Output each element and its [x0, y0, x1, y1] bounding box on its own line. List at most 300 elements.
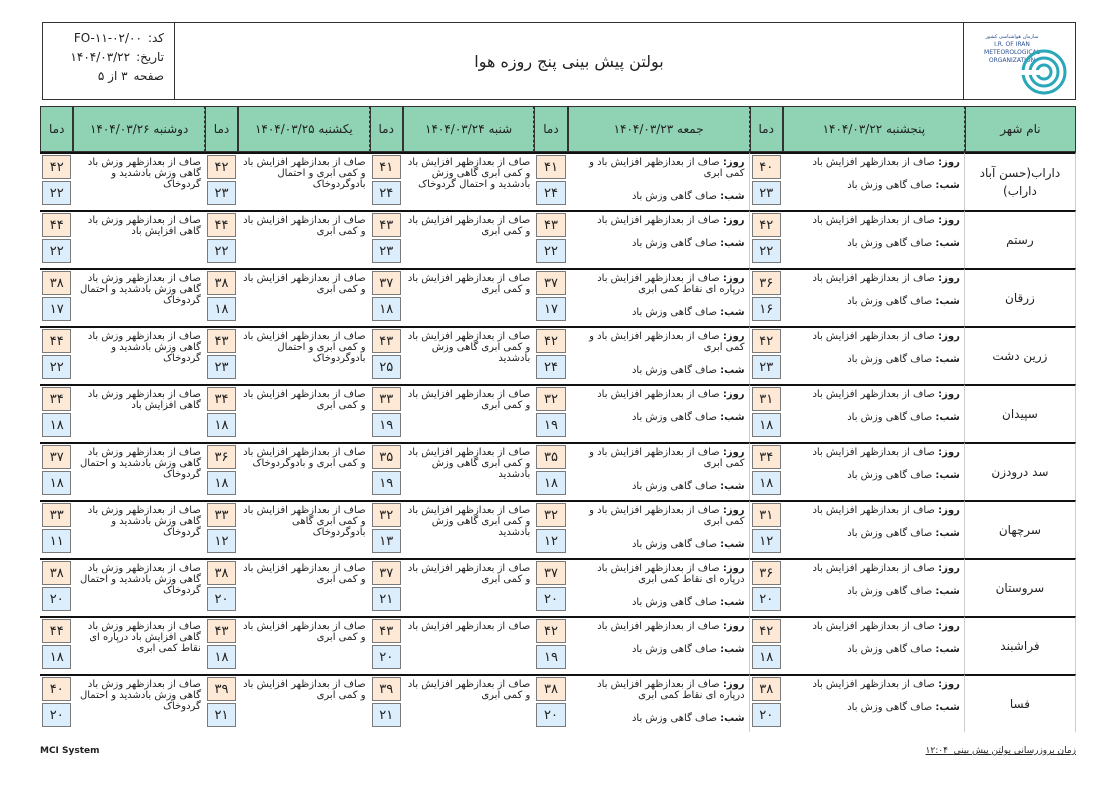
day-forecast-text: صاف از بعدازظهر افزایش باد — [597, 215, 720, 226]
temperature-cell — [205, 674, 238, 732]
forecast-text: صاف از بعدازظهر افزایش باد و کمی ابری گاهی وزش بادشدید — [407, 505, 531, 538]
night-label: شب: — [720, 713, 745, 724]
max-temp: ۴۳ — [207, 329, 236, 353]
day-forecast-text: صاف از بعدازظهر افزایش باد درپاره ای نقاط کمی ابری — [597, 273, 745, 295]
max-temp: ۳۶ — [752, 561, 781, 585]
max-temp: ۴۱ — [372, 155, 401, 179]
bulletin-title: بولتن پیش بینی پنج روزه هوا — [474, 51, 664, 71]
max-temp: ۴۰ — [752, 155, 781, 179]
min-temp: ۲۲ — [207, 239, 236, 263]
day-forecast — [572, 273, 745, 295]
day-label: روز: — [722, 679, 745, 690]
forecast-cell — [568, 674, 750, 732]
temperature-cell — [534, 210, 567, 268]
bulletin-header — [42, 22, 1076, 100]
day-forecast — [572, 563, 745, 585]
night-forecast — [787, 354, 960, 365]
min-temp: ۱۹ — [536, 645, 565, 669]
night-forecast — [572, 191, 745, 202]
day-forecast — [572, 505, 745, 527]
city-column-header: نام شهر — [965, 106, 1076, 152]
night-label: شب: — [935, 528, 960, 539]
night-forecast — [572, 539, 745, 550]
max-temp: ۳۶ — [207, 445, 236, 469]
day-forecast-text: صاف از بعدازظهر افزایش باد و کمی ابری — [589, 157, 745, 179]
temperature-cell — [534, 268, 567, 326]
min-temp: ۲۱ — [372, 587, 401, 611]
min-temp: ۲۰ — [536, 703, 565, 727]
night-forecast — [787, 702, 960, 713]
forecast-cell — [73, 326, 204, 384]
temperature-cell — [40, 500, 73, 558]
update-info — [926, 746, 1076, 756]
day-forecast-text: صاف از بعدازظهر افزایش باد — [812, 505, 935, 516]
max-temp: ۳۷ — [372, 271, 401, 295]
date-label: تاریخ: — [136, 50, 164, 64]
forecast-text: صاف از بعدازظهر وزش باد گاهی افزایش باد درپاره ای نقاط کمی ابری — [87, 621, 201, 654]
max-temp: ۳۱ — [752, 503, 781, 527]
max-temp: ۴۳ — [372, 213, 401, 237]
min-temp: ۱۸ — [42, 471, 71, 495]
forecast-text: صاف از بعدازظهر افزایش باد و کمی ابری — [407, 679, 531, 701]
night-forecast — [572, 365, 745, 376]
max-temp: ۴۰ — [42, 677, 71, 701]
day-label: روز: — [722, 273, 745, 284]
table-row — [40, 268, 1076, 326]
forecast-text: صاف از بعدازظهر افزایش باد و کمی ابری — [407, 215, 531, 237]
temperature-cell — [205, 268, 238, 326]
night-forecast-text: صاف گاهی وزش باد — [847, 412, 933, 423]
forecast-text: صاف از بعدازظهر وزش باد گاهی افزایش باد — [87, 389, 201, 411]
min-temp: ۲۰ — [752, 703, 781, 727]
min-temp: ۱۸ — [207, 297, 236, 321]
min-temp: ۱۱ — [42, 529, 71, 553]
min-temp: ۲۰ — [536, 587, 565, 611]
day-label: روز: — [938, 563, 960, 574]
min-temp: ۲۱ — [372, 703, 401, 727]
max-temp: ۳۹ — [207, 677, 236, 701]
day-forecast-text: صاف از بعدازظهر افزایش باد — [812, 621, 935, 632]
city-name: سپیدان — [965, 384, 1076, 442]
forecast-cell — [403, 268, 534, 326]
max-temp: ۳۹ — [372, 677, 401, 701]
night-label: شب: — [720, 412, 745, 423]
day-label: روز: — [722, 563, 745, 574]
forecast-cell — [568, 384, 750, 442]
night-forecast-text: صاف گاهی وزش باد — [847, 528, 933, 539]
forecast-text: صاف از بعدازظهر افزایش باد و کمی ابری — [243, 679, 366, 701]
forecast-text: صاف از بعدازظهر وزش باد گاهی وزش بادشدید و گردوخاک — [87, 157, 201, 190]
forecast-cell — [238, 152, 369, 210]
forecast-cell — [73, 268, 204, 326]
temperature-cell — [370, 558, 403, 616]
temperature-cell — [534, 674, 567, 732]
day-forecast-text: صاف از بعدازظهر افزایش باد درپاره ای نقاط کمی ابری — [597, 563, 745, 585]
min-temp: ۱۸ — [207, 645, 236, 669]
day-forecast-text: صاف از بعدازظهر افزایش باد — [812, 447, 935, 458]
max-temp: ۳۸ — [207, 561, 236, 585]
day-label: روز: — [722, 621, 745, 632]
day-forecast — [572, 621, 745, 632]
day-forecast — [572, 157, 745, 179]
temperature-cell — [40, 268, 73, 326]
day-label: روز: — [722, 389, 745, 400]
temperature-cell — [40, 210, 73, 268]
temperature-cell — [534, 152, 567, 210]
temperature-cell — [534, 616, 567, 674]
min-temp: ۲۳ — [752, 355, 781, 379]
meteorology-logo-icon — [970, 26, 1070, 96]
forecast-text: صاف از بعدازظهر افزایش باد — [407, 621, 531, 632]
day-forecast — [787, 447, 960, 458]
max-temp: ۴۴ — [42, 213, 71, 237]
temp-column-header: دما — [205, 106, 238, 152]
table-row — [40, 674, 1076, 732]
min-temp: ۱۹ — [372, 413, 401, 437]
night-forecast-text: صاف گاهی وزش باد — [631, 191, 717, 202]
night-forecast — [572, 307, 745, 318]
night-label: شب: — [720, 365, 745, 376]
table-header-row — [40, 106, 1076, 152]
forecast-text: صاف از بعدازظهر افزایش باد و کمی ابری گاهی وزش بادشدید و احتمال گردوخاک — [407, 157, 531, 190]
max-temp: ۳۲ — [536, 503, 565, 527]
min-temp: ۲۴ — [372, 181, 401, 205]
night-forecast — [572, 412, 745, 423]
min-temp: ۲۳ — [752, 181, 781, 205]
night-forecast-text: صاف گاهی وزش باد — [847, 296, 933, 307]
temperature-cell — [750, 152, 783, 210]
forecast-text: صاف از بعدازظهر افزایش باد و کمی ابری — [243, 273, 366, 295]
min-temp: ۱۸ — [42, 645, 71, 669]
forecast-cell — [568, 210, 750, 268]
forecast-cell — [783, 500, 965, 558]
min-temp: ۲۰ — [372, 645, 401, 669]
temperature-cell — [370, 210, 403, 268]
max-temp: ۳۷ — [536, 271, 565, 295]
max-temp: ۳۴ — [752, 445, 781, 469]
forecast-cell — [403, 384, 534, 442]
min-temp: ۲۰ — [42, 703, 71, 727]
temperature-cell — [750, 268, 783, 326]
city-name: سروستان — [965, 558, 1076, 616]
night-forecast-text: صاف گاهی وزش باد — [847, 470, 933, 481]
temperature-cell — [370, 326, 403, 384]
forecast-text: صاف از بعدازظهر افزایش باد و کمی ابری گاهی وزش بادشدید — [407, 331, 531, 364]
temperature-cell — [205, 384, 238, 442]
max-temp: ۳۱ — [752, 387, 781, 411]
day-forecast — [787, 389, 960, 400]
night-label: شب: — [935, 644, 960, 655]
night-forecast — [787, 238, 960, 249]
update-label: زمان بروزرسانی بولتن پیش بینی — [953, 746, 1076, 756]
temperature-cell — [205, 326, 238, 384]
min-temp: ۱۸ — [372, 297, 401, 321]
temperature-cell — [750, 674, 783, 732]
temp-column-header: دما — [370, 106, 403, 152]
temperature-cell — [370, 616, 403, 674]
min-temp: ۱۹ — [372, 471, 401, 495]
night-forecast-text: صاف گاهی وزش باد — [631, 713, 717, 724]
forecast-cell — [783, 674, 965, 732]
forecast-cell — [238, 616, 369, 674]
forecast-cell — [73, 210, 204, 268]
min-temp: ۲۰ — [42, 587, 71, 611]
day-forecast-text: صاف از بعدازظهر افزایش باد — [597, 389, 720, 400]
night-forecast — [787, 528, 960, 539]
code-value: FO-۱۱-۰۲/۰۰ — [73, 31, 142, 45]
night-label: شب: — [935, 470, 960, 481]
night-forecast — [787, 180, 960, 191]
night-forecast-text: صاف گاهی وزش باد — [631, 365, 717, 376]
day-label: روز: — [938, 621, 960, 632]
city-name: رستم — [965, 210, 1076, 268]
forecast-cell — [568, 616, 750, 674]
city-name: داراب(حسن آباد داراب) — [965, 152, 1076, 210]
night-forecast — [572, 644, 745, 655]
page-label: صفحه — [133, 69, 164, 83]
min-temp: ۲۰ — [752, 587, 781, 611]
day-label: روز: — [722, 331, 745, 342]
forecast-cell — [73, 616, 204, 674]
temperature-cell — [40, 558, 73, 616]
table-row — [40, 616, 1076, 674]
night-label: شب: — [720, 191, 745, 202]
min-temp: ۱۲ — [536, 529, 565, 553]
day-forecast-text: صاف از بعدازظهر افزایش باد و کمی ابری — [589, 331, 745, 353]
forecast-cell — [238, 268, 369, 326]
forecast-cell — [403, 210, 534, 268]
table-row — [40, 442, 1076, 500]
night-forecast-text: صاف گاهی وزش باد — [631, 238, 717, 249]
day-forecast — [787, 563, 960, 574]
city-name: زرقان — [965, 268, 1076, 326]
temperature-cell — [205, 152, 238, 210]
night-label: شب: — [935, 296, 960, 307]
night-forecast — [572, 481, 745, 492]
day-forecast-text: صاف از بعدازظهر افزایش باد — [812, 157, 935, 168]
table-row — [40, 558, 1076, 616]
forecast-cell — [783, 442, 965, 500]
forecast-text: صاف از بعدازظهر وزش باد گاهی افزایش باد — [87, 215, 201, 237]
day3-column-header: شنبه ۱۴۰۴/۰۳/۲۴ — [403, 106, 534, 152]
min-temp: ۱۸ — [752, 645, 781, 669]
day-forecast — [572, 331, 745, 353]
temperature-cell — [40, 152, 73, 210]
temperature-cell — [370, 674, 403, 732]
min-temp: ۱۳ — [372, 529, 401, 553]
forecast-cell — [73, 384, 204, 442]
forecast-cell — [403, 558, 534, 616]
night-forecast — [787, 586, 960, 597]
forecast-text: صاف از بعدازظهر افزایش باد و کمی ابری — [243, 621, 366, 643]
temperature-cell — [370, 268, 403, 326]
night-label: شب: — [935, 412, 960, 423]
max-temp: ۴۲ — [752, 213, 781, 237]
night-label: شب: — [720, 597, 745, 608]
temp-column-header: دما — [40, 106, 73, 152]
temperature-cell — [205, 210, 238, 268]
city-name: سرچهان — [965, 500, 1076, 558]
temperature-cell — [750, 558, 783, 616]
forecast-cell — [403, 326, 534, 384]
day5-column-header: دوشنبه ۱۴۰۴/۰۳/۲۶ — [73, 106, 204, 152]
temperature-cell — [750, 326, 783, 384]
day-label: روز: — [722, 505, 745, 516]
forecast-cell — [73, 558, 204, 616]
min-temp: ۱۷ — [42, 297, 71, 321]
night-forecast-text: صاف گاهی وزش باد — [631, 644, 717, 655]
forecast-cell — [783, 210, 965, 268]
temperature-cell — [750, 500, 783, 558]
forecast-text: صاف از بعدازظهر وزش باد گاهی وزش بادشدید و احتمال گردوخاک — [79, 447, 201, 480]
forecast-cell — [568, 268, 750, 326]
night-forecast-text: صاف گاهی وزش باد — [847, 354, 933, 365]
day1-column-header: پنجشنبه ۱۴۰۴/۰۳/۲۲ — [783, 106, 965, 152]
forecast-cell — [238, 442, 369, 500]
min-temp: ۱۲ — [207, 529, 236, 553]
org-logo — [963, 23, 1075, 99]
max-temp: ۳۲ — [372, 503, 401, 527]
day-forecast — [572, 679, 745, 701]
city-name: زرین دشت — [965, 326, 1076, 384]
code-label: کد: — [147, 31, 164, 45]
max-temp: ۴۲ — [752, 329, 781, 353]
day-forecast — [787, 679, 960, 690]
forecast-cell — [783, 384, 965, 442]
forecast-cell — [238, 326, 369, 384]
temperature-cell — [534, 384, 567, 442]
day-label: روز: — [938, 505, 960, 516]
max-temp: ۳۷ — [42, 445, 71, 469]
max-temp: ۴۲ — [536, 619, 565, 643]
day-forecast — [572, 447, 745, 469]
min-temp: ۲۳ — [207, 355, 236, 379]
forecast-text: صاف از بعدازظهر افزایش باد و کمی ابری — [243, 389, 366, 411]
org-name-text: سازمان هواشناسی کشور — [984, 34, 1039, 40]
max-temp: ۴۲ — [752, 619, 781, 643]
forecast-cell — [403, 500, 534, 558]
max-temp: ۴۳ — [372, 619, 401, 643]
temperature-cell — [40, 674, 73, 732]
temperature-cell — [534, 326, 567, 384]
day-forecast — [787, 273, 960, 284]
forecast-text: صاف از بعدازظهر وزش باد گاهی وزش بادشدید و گردوخاک — [87, 505, 201, 538]
forecast-text: صاف از بعدازظهر افزایش باد و کمی ابری — [407, 273, 531, 295]
max-temp: ۳۸ — [42, 271, 71, 295]
min-temp: ۲۱ — [207, 703, 236, 727]
night-label: شب: — [935, 702, 960, 713]
forecast-cell — [73, 442, 204, 500]
temperature-cell — [205, 442, 238, 500]
night-forecast-text: صاف گاهی وزش باد — [847, 180, 933, 191]
temperature-cell — [370, 384, 403, 442]
night-forecast-text: صاف گاهی وزش باد — [631, 307, 717, 318]
max-temp: ۳۸ — [752, 677, 781, 701]
min-temp: ۱۸ — [536, 471, 565, 495]
min-temp: ۱۶ — [752, 297, 781, 321]
day-label: روز: — [938, 273, 960, 284]
day-label: روز: — [938, 447, 960, 458]
night-forecast-text: صاف گاهی وزش باد — [631, 539, 717, 550]
day-label: روز: — [722, 447, 745, 458]
table-row — [40, 500, 1076, 558]
max-temp: ۳۲ — [536, 387, 565, 411]
max-temp: ۳۳ — [42, 503, 71, 527]
forecast-cell — [783, 152, 965, 210]
max-temp: ۳۶ — [752, 271, 781, 295]
day-forecast — [787, 157, 960, 168]
forecast-text: صاف از بعدازظهر وزش باد گاهی وزش بادشدید و احتمال گردوخاک — [79, 273, 201, 306]
day-forecast — [787, 331, 960, 342]
forecast-cell — [783, 558, 965, 616]
page-footer — [40, 746, 1076, 756]
forecast-cell — [568, 558, 750, 616]
night-label: شب: — [935, 180, 960, 191]
max-temp: ۳۸ — [536, 677, 565, 701]
temperature-cell — [534, 500, 567, 558]
day-label: روز: — [938, 215, 960, 226]
day-label: روز: — [938, 679, 960, 690]
day-label: روز: — [722, 157, 745, 168]
min-temp: ۱۸ — [752, 471, 781, 495]
forecast-cell — [783, 326, 965, 384]
temperature-cell — [40, 384, 73, 442]
max-temp: ۴۱ — [536, 155, 565, 179]
max-temp: ۳۸ — [42, 561, 71, 585]
forecast-cell — [568, 152, 750, 210]
forecast-cell — [403, 442, 534, 500]
night-forecast — [787, 644, 960, 655]
forecast-cell — [238, 384, 369, 442]
min-temp: ۱۸ — [42, 413, 71, 437]
day-forecast — [572, 389, 745, 400]
night-label: شب: — [720, 644, 745, 655]
temperature-cell — [370, 152, 403, 210]
day-label: روز: — [938, 389, 960, 400]
forecast-text: صاف از بعدازظهر افزایش باد و کمی ابری و احتمال بادوگردوخاک — [243, 331, 366, 364]
max-temp: ۴۳ — [207, 619, 236, 643]
max-temp: ۳۳ — [207, 503, 236, 527]
min-temp: ۱۲ — [752, 529, 781, 553]
max-temp: ۳۷ — [372, 561, 401, 585]
min-temp: ۱۸ — [207, 471, 236, 495]
org-line1-text: I.R. OF IRAN — [993, 41, 1030, 48]
night-forecast — [787, 296, 960, 307]
max-temp: ۴۲ — [536, 329, 565, 353]
day-forecast-text: صاف از بعدازظهر افزایش باد — [812, 215, 935, 226]
night-label: شب: — [935, 586, 960, 597]
night-forecast — [572, 597, 745, 608]
forecast-text: صاف از بعدازظهر افزایش باد و کمی ابری و احتمال بادوگردوخاک — [243, 157, 366, 190]
forecast-cell — [568, 500, 750, 558]
min-temp: ۲۲ — [42, 355, 71, 379]
temperature-cell — [370, 500, 403, 558]
max-temp: ۳۴ — [42, 387, 71, 411]
day-forecast-text: صاف از بعدازظهر افزایش باد — [812, 563, 935, 574]
min-temp: ۲۴ — [536, 181, 565, 205]
min-temp: ۲۳ — [372, 239, 401, 263]
min-temp: ۱۸ — [207, 413, 236, 437]
max-temp: ۳۳ — [372, 387, 401, 411]
max-temp: ۴۴ — [207, 213, 236, 237]
max-temp: ۴۴ — [42, 619, 71, 643]
max-temp: ۳۴ — [207, 387, 236, 411]
min-temp: ۲۴ — [536, 355, 565, 379]
forecast-cell — [238, 674, 369, 732]
max-temp: ۳۵ — [372, 445, 401, 469]
night-forecast-text: صاف گاهی وزش باد — [847, 702, 933, 713]
forecast-text: صاف از بعدازظهر افزایش باد و کمی ابری گاهی وزش بادشدید — [407, 447, 531, 480]
